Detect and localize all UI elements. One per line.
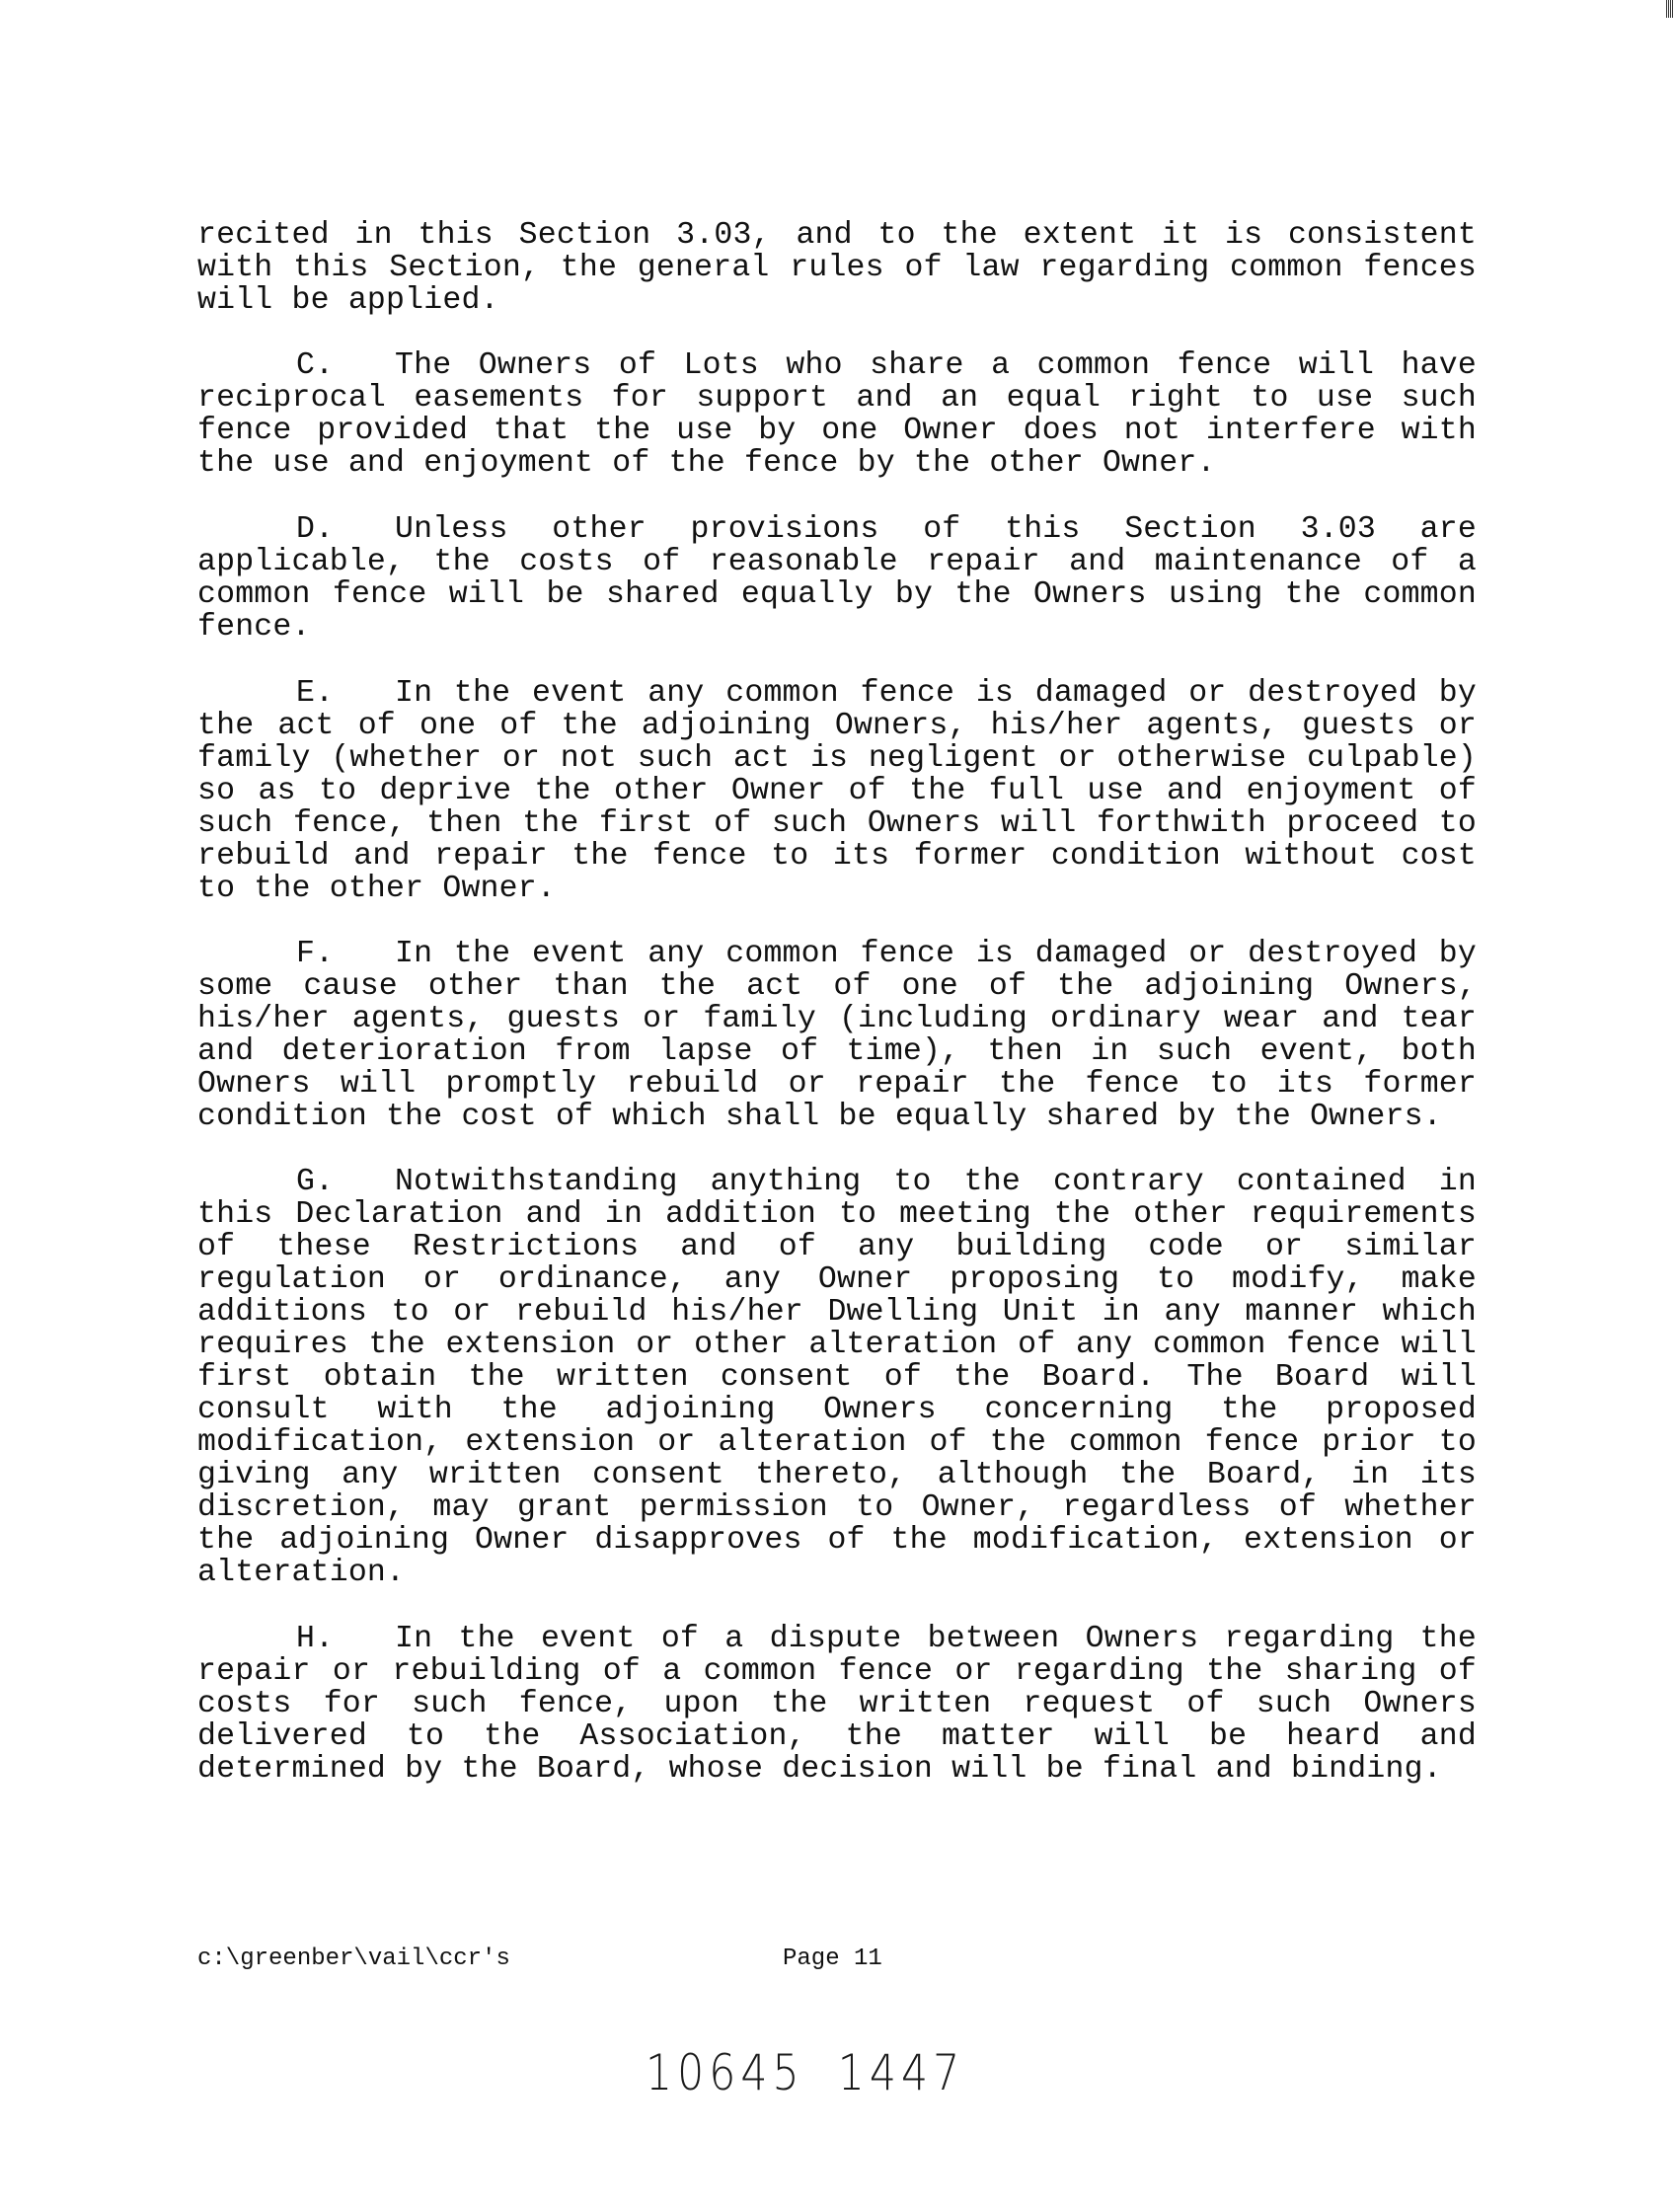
paragraph-f xyxy=(197,938,1477,1133)
paragraph-d xyxy=(197,513,1477,644)
paragraph-e xyxy=(197,677,1477,905)
paragraph-letter: E. xyxy=(296,676,335,711)
paragraph-letter: H. xyxy=(296,1622,335,1656)
paragraph-text: In the event any common fence is damaged or destroyed by some cause other than the act of one of the adjoining Owners, his/her agents, guests or family (including ordinary wear and tear and deterioration from lapse of time), then in such event, both Owners will promptly rebuild or repair the fence to its former condition the cost of which shall be equally shared by the Owners. xyxy=(197,937,1477,1134)
paragraph-g xyxy=(197,1166,1477,1589)
paragraph-text: Notwithstanding anything to the contrary contained in this Declaration and in addition to meeting the other requirements of these Restrictions and of any building code or similar regulation or ordinance, any Owner proposing to modify, make additions to or rebuild his/her Dwelling Unit in any manner which requires the extension or other alteration of any common fence will first obtain the written consent of the Board. The Board will consult with the adjoining Owners concerning the proposed modification, extension or alteration of the common fence prior to giving any written consent thereto, although the Board, in its discretion, may grant permission to Owner, regardless of whether the adjoining Owner disapproves of the modification, extension or alteration. xyxy=(197,1165,1477,1590)
recording-stamp xyxy=(646,2043,964,2102)
paragraph-continuation xyxy=(197,219,1477,317)
paragraph-text: Unless other provisions of this Section 3.03 are applicable, the costs of reasonable repair and maintenance of a common fence will be shared equally by the Owners using the common fence. xyxy=(197,512,1477,645)
paragraph-letter: G. xyxy=(296,1165,335,1199)
paragraph-letter: D. xyxy=(296,512,335,547)
paragraph-text: recited in this Section 3.03, and to the extent it is consistent with this Section, the general rules of law regarding common fences will be applied. xyxy=(197,218,1477,318)
paragraph-letter: C. xyxy=(296,348,335,383)
paragraph-text: In the event any common fence is damaged or destroyed by the act of one of the adjoining Owners, his/her agents, guests or family (whether or not such act is negligent or otherwise culpable) so as to deprive the other Owner of the full use and enjoyment of such fence, then the first of such Owners will forthwith proceed to rebuild and repair the fence to its former condition without cost to the other Owner. xyxy=(197,676,1477,906)
paragraph-c xyxy=(197,349,1477,480)
footer-page-number: Page 11 xyxy=(783,1945,882,1972)
footer-file-path: c:\greenber\vail\ccr's xyxy=(197,1945,510,1972)
paragraph-h xyxy=(197,1623,1477,1786)
paragraph-text: In the event of a dispute between Owners regarding the repair or rebuilding of a common fence or regarding the sharing of costs for such fence, upon the written request of such Owners delivered to the Association, the matter will be heard and determined by the Board, whose decision will be final and binding. xyxy=(197,1622,1477,1787)
scan-edge-mark xyxy=(1666,0,1674,18)
recording-book-number: 10645 xyxy=(646,2044,804,2101)
recording-page-number: 1447 xyxy=(837,2044,965,2101)
paragraph-letter: F. xyxy=(296,937,335,971)
paragraph-text: The Owners of Lots who share a common fence will have reciprocal easements for support and an equal right to use such fence provided that the use by one Owner does not interfere with the use and enjoyment of the fence by the other Owner. xyxy=(197,348,1477,481)
